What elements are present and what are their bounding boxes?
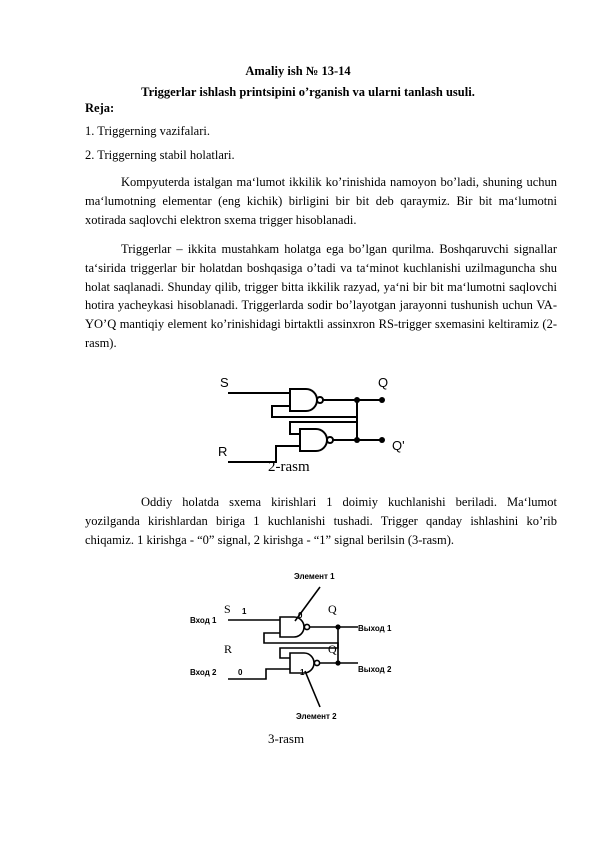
q-label: Q bbox=[378, 375, 389, 390]
figure-2-caption: 2-rasm bbox=[268, 459, 310, 474]
output-2-label: Выход 2 bbox=[358, 665, 392, 674]
paragraph: Triggerlar – ikkita mustahkam holatga ega bo’lgan qurilma. Boshqaruvchi signallar ta‘sirida triggerlar bir holatdan boshqasiga o’tadi va ta‘minot kuchlanishi uzilmaguncha shu holat saqlanadi. Shunday qilib, trigger bitta ikkilik razyad, ya‘ni bir bit ma‘lumotni saqlovchi hotira yacheykasi hisoblanadi. Triggerlarda sodir bo’layotgan jarayonni tushunish uchun VA-YO’Q mantiqiy element ko’rinishidagi birtaktli assinxron RS-trigger sxemasini keltiramiz (2-rasm). bbox=[85, 242, 557, 350]
figure-3-caption: 3-rasm bbox=[268, 731, 305, 746]
q-bar-label: Q' bbox=[392, 438, 405, 453]
output-1-label: Выход 1 bbox=[358, 624, 392, 633]
s-label: S bbox=[220, 375, 229, 390]
element-1-label: Элемент 1 bbox=[294, 572, 335, 581]
input-2-value: 0 bbox=[238, 668, 243, 677]
r-label: R bbox=[224, 642, 233, 656]
plan-heading: Reja: bbox=[85, 101, 115, 115]
q-label: Q bbox=[328, 602, 337, 616]
output-2-value: 1 bbox=[300, 668, 305, 677]
page-subtitle: Triggerlar ishlash printsipini o’rganish va ularni tanlash usuli. bbox=[141, 85, 475, 99]
input-1-value: 1 bbox=[242, 607, 247, 616]
input-2-label: Вход 2 bbox=[190, 668, 217, 677]
plan-item: 1. Triggerning vazifalari. bbox=[85, 124, 210, 138]
input-1-label: Вход 1 bbox=[190, 616, 217, 625]
page-title: Amaliy ish № 13-14 bbox=[245, 64, 351, 78]
paragraph: Kompyuterda istalgan ma‘lumot ikkilik ko’rinishida namoyon bo’ladi, shuning uchun ma‘lumotning elementar (eng kichik) birligini bir bit deb qaraymiz. Bir bit ma‘lumotni xotirada saqlovchi elektron sxema trigger hisoblanadi. bbox=[85, 175, 557, 227]
r-label: R bbox=[218, 444, 228, 459]
s-label: S bbox=[224, 602, 231, 616]
figure-3-rs-trigger-signals-diagram bbox=[180, 567, 420, 751]
output-1-value: 0 bbox=[298, 611, 303, 620]
q-bar-label: Q' bbox=[328, 642, 339, 656]
plan-item: 2. Triggerning stabil holatlari. bbox=[85, 148, 235, 162]
paragraph: Oddiy holatda sxema kirishlari 1 doimiy kuchlanishi beriladi. Ma‘lumot yozilganda kirishlardan biriga 1 kuchlanishi tushadi. Trigger qanday ishlashini ko’rib chiqamiz. 1 kirishga - “0” signal, 2 kirishga - “1” signal berilsin (3-rasm). bbox=[85, 495, 557, 547]
element-2-label: Элемент 2 bbox=[296, 712, 337, 721]
figure-2-rs-trigger-diagram bbox=[210, 372, 420, 474]
